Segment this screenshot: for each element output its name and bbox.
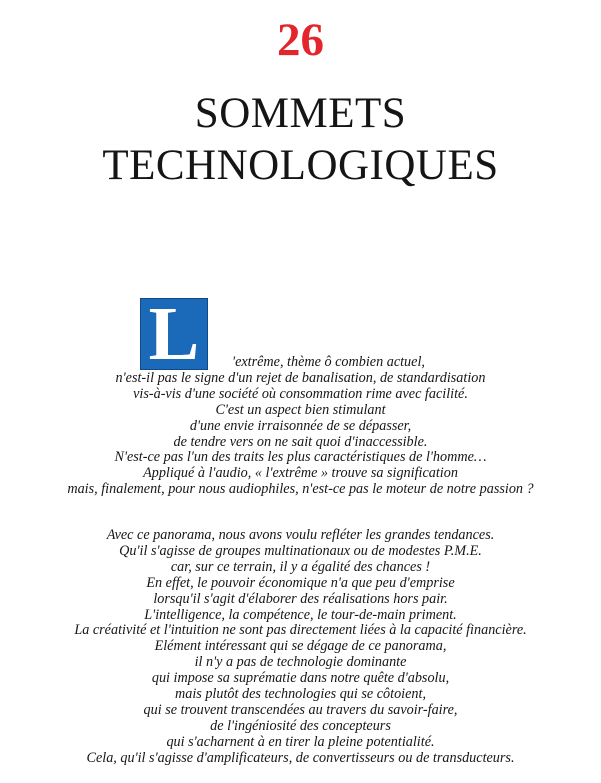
text-line: La créativité et l'intuition ne sont pas directement liées à la capacité financière. xyxy=(74,622,527,639)
text-line: lorsqu'il s'agit d'élaborer des réalisations hors pair. xyxy=(153,590,448,607)
chapter-title-line: TECHNOLOGIQUES xyxy=(102,142,499,189)
text-line: Avec ce panorama, nous avons voulu refléter les grandes tendances. xyxy=(106,527,495,543)
text-line: de l'ingéniosité des concepteurs xyxy=(210,717,391,734)
chapter-title-line: SOMMETS xyxy=(194,90,407,137)
text-line: de tendre vers on ne sait quoi d'inaccessible. xyxy=(173,433,428,450)
text-line: mais plutôt des technologies qui se côtoient, xyxy=(174,686,426,703)
chapter-number: 26 xyxy=(277,14,324,66)
drop-cap-letter: L xyxy=(148,292,200,376)
text-line: 'extrême, thème ô combien actuel, xyxy=(232,354,425,370)
text-line: d'une envie irraisonnée de se dépasser, xyxy=(189,417,412,434)
text-line: n'est-il pas le signe d'un rejet de banalisation, de standardisation xyxy=(115,369,486,386)
text-line: C'est un aspect bien stimulant xyxy=(215,401,386,418)
text-line: Appliqué à l'audio, « l'extrême » trouve sa signification xyxy=(143,465,458,482)
intro-paragraph xyxy=(0,355,601,498)
chapter-title xyxy=(0,88,601,192)
text-line: vis-à-vis d'une société où consommation rime avec facilité. xyxy=(133,385,468,402)
text-line: qui s'acharnent à en tirer la pleine potentialité. xyxy=(166,733,435,750)
text-line: car, sur ce terrain, il y a égalité des chances ! xyxy=(170,558,431,575)
text-line: qui se trouvent transcendées au travers du savoir-faire, xyxy=(143,701,458,718)
text-line: N'est-ce pas l'un des traits les plus caractéristiques de l'homme… xyxy=(114,449,487,466)
panorama-paragraph xyxy=(0,528,601,767)
text-line: Cela, qu'il s'agisse d'amplificateurs, de convertisseurs ou de transducteurs. xyxy=(86,749,515,766)
text-line: qui impose sa suprématie dans notre quête d'absolu, xyxy=(151,670,450,687)
text-line: Elément intéressant qui se dégage de ce panorama, xyxy=(154,638,447,655)
text-line: Qu'il s'agisse de groupes multinationaux ou de modestes P.M.E. xyxy=(119,542,482,559)
text-line: il n'y a pas de technologie dominante xyxy=(194,654,407,671)
text-line: mais, finalement, pour nous audiophiles, n'est-ce pas le moteur de notre passion ? xyxy=(67,481,534,498)
text-line: L'intelligence, la compétence, le tour-de-main priment. xyxy=(144,606,457,623)
text-line: En effet, le pouvoir économique n'a que peu d'emprise xyxy=(146,574,455,591)
